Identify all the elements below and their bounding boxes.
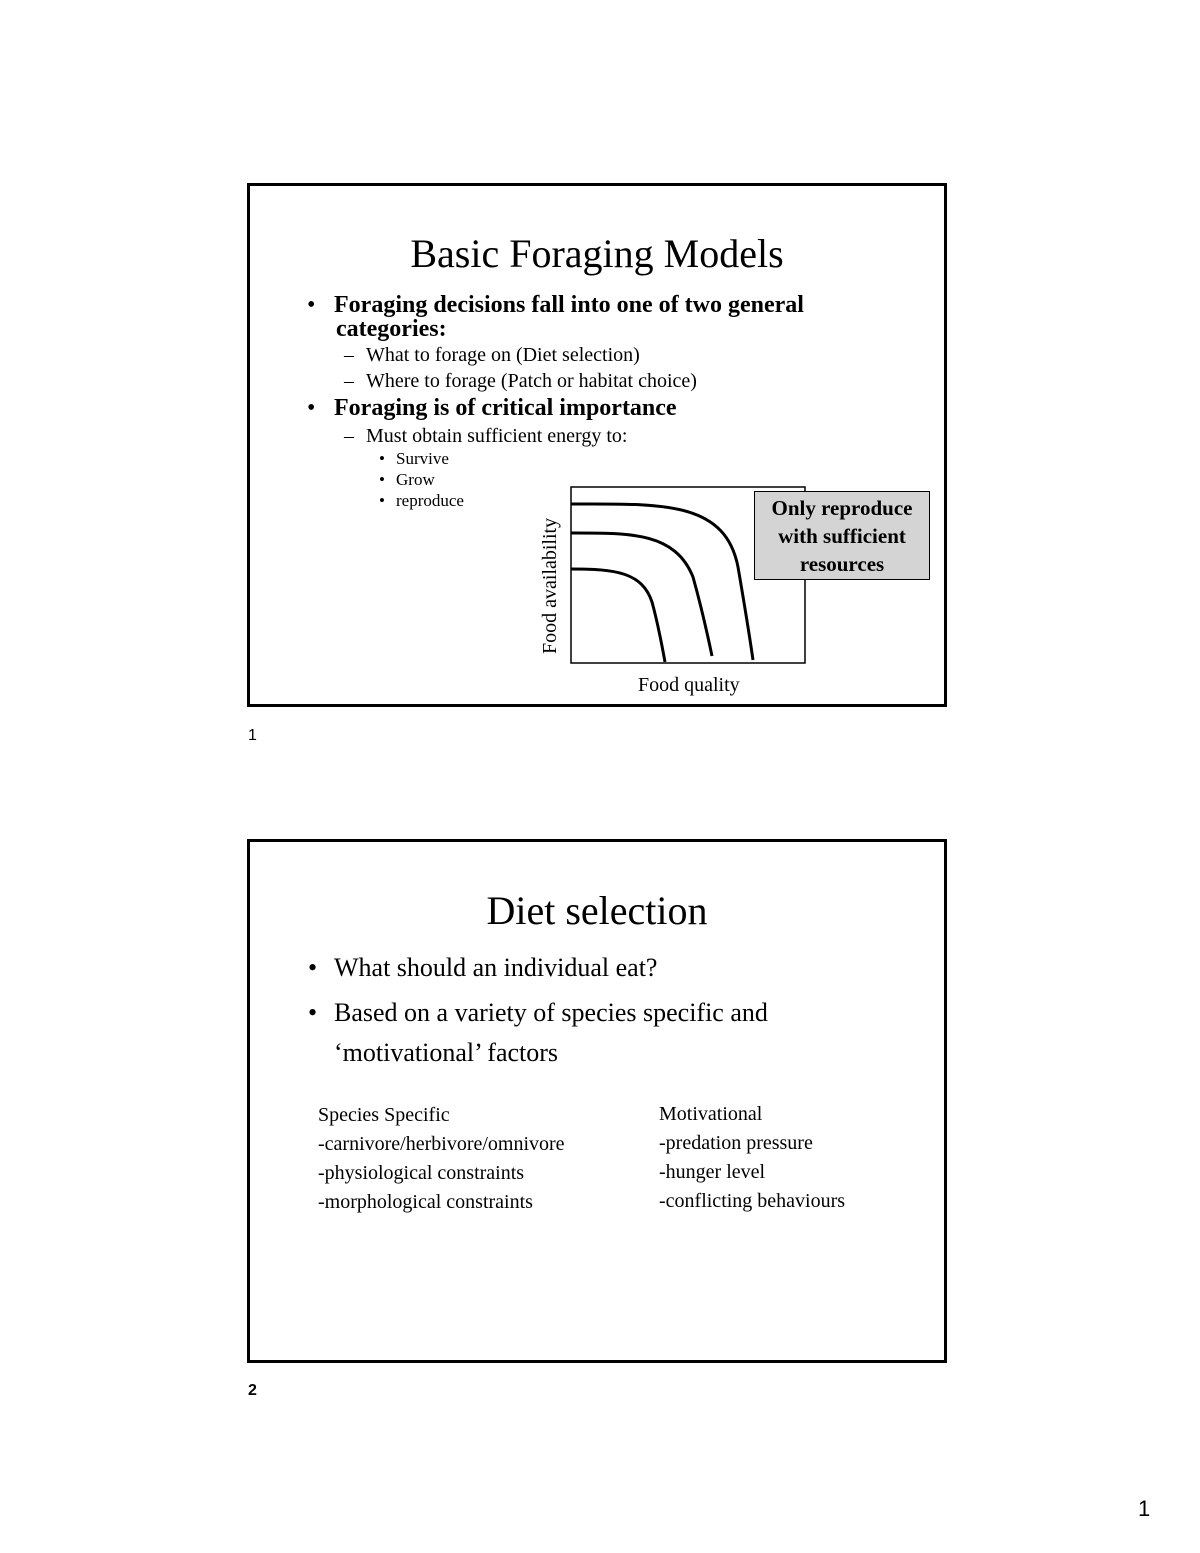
bullet-text-continued	[334, 1033, 558, 1073]
sub-text: Where to forage (Patch or habitat choice)	[366, 370, 697, 392]
column-item: -carnivore/herbivore/omnivore	[318, 1133, 565, 1155]
column-heading: Species Specific	[318, 1104, 450, 1126]
column-heading: Motivational	[659, 1103, 763, 1125]
column-item: -hunger level	[659, 1161, 766, 1183]
column-item: -morphological constraints	[318, 1191, 533, 1213]
bullet-text: Foraging is of critical importance	[334, 395, 677, 421]
bullet-icon: •	[307, 395, 316, 421]
subsub-item	[379, 470, 435, 490]
bullet-icon: •	[307, 292, 316, 318]
subsub-item	[379, 491, 464, 511]
sub-text: Must obtain sufficient energy to:	[366, 425, 628, 447]
note-line: Only reproduce	[771, 496, 913, 520]
sub-item	[344, 370, 697, 392]
dash-icon: –	[344, 344, 354, 366]
sub-item	[344, 344, 640, 366]
dash-icon: –	[344, 370, 354, 392]
motivational-column	[659, 1100, 845, 1216]
curve-low	[571, 569, 665, 662]
bullet-text-continued	[336, 317, 447, 342]
bullet-text: Foraging decisions fall into one of two general	[334, 292, 804, 318]
curve-mid	[571, 533, 712, 656]
bullet-icon: •	[379, 449, 385, 468]
bullet-item	[308, 993, 768, 1033]
bullet-text: categories:	[336, 316, 447, 342]
note-line: resources	[799, 552, 885, 576]
bullet-text: What should an individual eat?	[334, 953, 658, 982]
subsub-item	[379, 449, 449, 469]
dash-icon: –	[344, 425, 354, 447]
slide-title: Diet selection	[486, 888, 708, 933]
slide-1	[247, 183, 947, 707]
bullet-text: Based on a variety of species specific and	[334, 998, 768, 1027]
column-item: -predation pressure	[659, 1132, 813, 1154]
note-line: with sufficient	[778, 524, 906, 548]
bullet-icon: •	[308, 953, 318, 982]
y-axis-label: Food availability	[539, 517, 561, 654]
bullet-item	[307, 292, 804, 318]
slide-title: Basic Foraging Models	[410, 231, 784, 276]
bullet-icon: •	[379, 470, 385, 489]
page-number: 1	[1138, 1496, 1151, 1521]
subsub-text: Grow	[396, 470, 435, 489]
slide-number: 2	[248, 1382, 257, 1399]
bullet-icon: •	[379, 491, 385, 510]
curve-high	[571, 504, 753, 660]
reproduce-note-box	[754, 491, 930, 580]
species-specific-column	[318, 1101, 565, 1217]
slide-2	[247, 839, 947, 1363]
bullet-text: ‘motivational’ factors	[334, 1038, 559, 1067]
column-item: -conflicting behaviours	[659, 1190, 846, 1212]
subsub-text: reproduce	[396, 491, 464, 510]
bullet-item	[307, 395, 677, 421]
x-axis-label: Food quality	[638, 674, 740, 696]
column-item: -physiological constraints	[318, 1162, 525, 1184]
bullet-item	[308, 948, 658, 988]
sub-text: What to forage on (Diet selection)	[366, 344, 640, 366]
sub-item	[344, 425, 628, 447]
bullet-icon: •	[308, 998, 318, 1027]
slide-number: 1	[248, 727, 257, 744]
subsub-text: Survive	[396, 449, 449, 468]
